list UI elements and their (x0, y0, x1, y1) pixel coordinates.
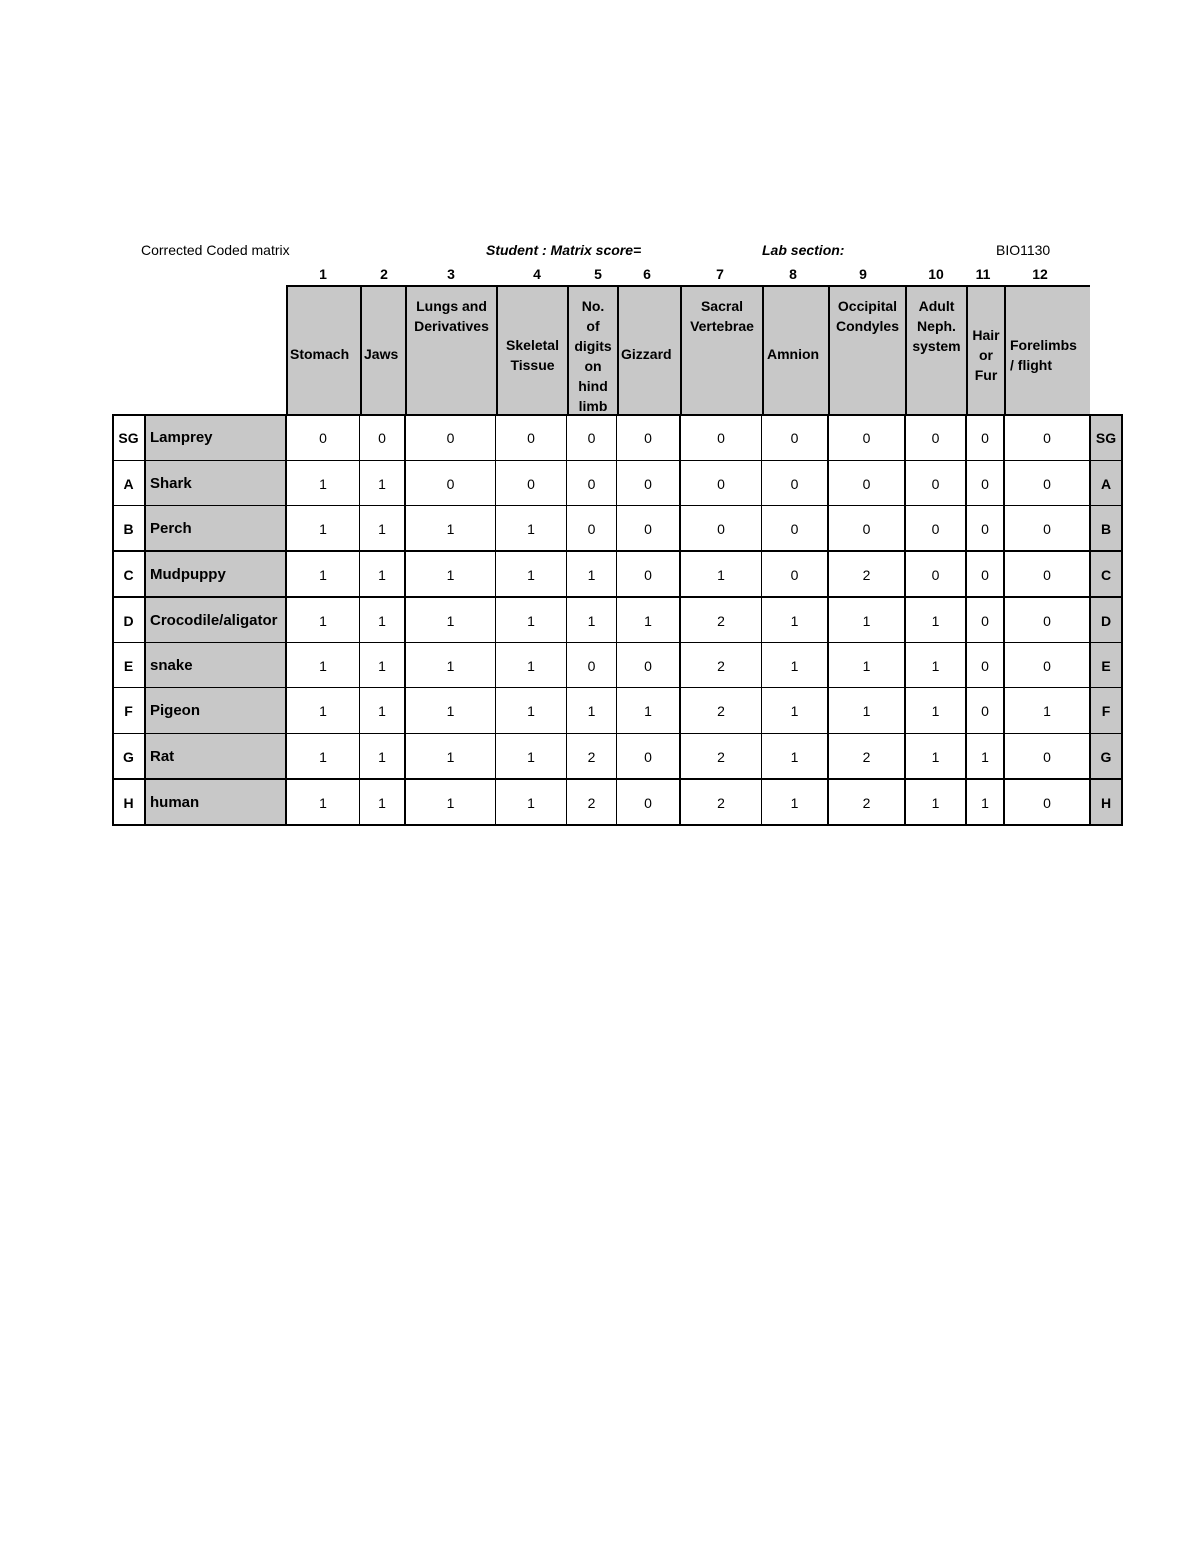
character-state-cell: 0 (790, 566, 799, 583)
character-number: 10 (928, 266, 944, 282)
character-state-cell: 1 (790, 612, 799, 629)
student-score-label: Student : Matrix score= (486, 242, 642, 258)
character-state-cell: 0 (981, 657, 989, 674)
character-state-cell: 1 (319, 748, 327, 765)
character-number: 12 (1032, 266, 1048, 282)
character-state-cell: 1 (378, 520, 386, 537)
character-state-cell: 0 (1043, 657, 1051, 674)
character-state-cell: 0 (644, 566, 652, 583)
character-number: 7 (716, 266, 724, 282)
character-state-cell: 0 (587, 657, 596, 674)
row-code-right: F (1101, 702, 1111, 719)
character-header-2: Jaws (360, 287, 405, 415)
character-state-cell: 1 (446, 520, 455, 537)
character-state-cell: 1 (446, 657, 455, 674)
character-state-cell: 1 (527, 520, 535, 537)
character-state-cell: 1 (319, 612, 327, 629)
taxon-name: Perch (150, 520, 192, 537)
character-state-cell: 0 (644, 657, 652, 674)
character-state-cell: 1 (862, 612, 871, 629)
character-state-cell: 0 (527, 429, 535, 446)
character-state-cell: 1 (446, 748, 455, 765)
character-state-cell: 1 (717, 566, 725, 583)
character-state-cell: 0 (644, 748, 652, 765)
character-state-cell: 0 (931, 475, 940, 492)
character-state-cell: 0 (446, 429, 455, 446)
course-code: BIO1130 (996, 242, 1051, 258)
character-number: 3 (447, 266, 455, 282)
row-code: E (123, 657, 134, 674)
character-state-cell: 1 (981, 794, 989, 811)
character-state-cell: 2 (587, 748, 596, 765)
character-state-cell: 2 (862, 748, 871, 765)
character-state-cell: 0 (1043, 475, 1051, 492)
character-number: 9 (859, 266, 867, 282)
character-state-cell: 1 (319, 475, 327, 492)
character-header-10: Adult Neph. system (905, 287, 966, 415)
character-state-cell: 0 (587, 520, 596, 537)
character-state-cell: 1 (790, 794, 799, 811)
row-code-right: B (1100, 520, 1112, 537)
character-number: 1 (319, 266, 327, 282)
row-code: B (123, 520, 134, 537)
character-state-cell: 1 (587, 702, 596, 719)
row-code: SG (118, 429, 139, 446)
character-number: 11 (975, 266, 991, 282)
character-number: 6 (643, 266, 651, 282)
character-state-cell: 1 (378, 748, 386, 765)
character-state-cell: 1 (378, 702, 386, 719)
character-state-cell: 1 (790, 748, 799, 765)
character-state-cell: 0 (1043, 748, 1051, 765)
character-state-cell: 0 (931, 520, 940, 537)
character-state-cell: 1 (981, 748, 989, 765)
row-code-right: G (1100, 748, 1112, 765)
character-state-cell: 0 (717, 475, 725, 492)
character-header-7: Sacral Vertebrae (680, 287, 762, 415)
character-state-cell: 1 (319, 566, 327, 583)
character-state-cell: 2 (717, 702, 725, 719)
character-state-cell: 0 (981, 429, 989, 446)
character-state-cell: 0 (981, 612, 989, 629)
character-state-cell: 0 (981, 702, 989, 719)
character-state-cell: 0 (862, 429, 871, 446)
row-code: A (123, 475, 134, 492)
character-state-cell: 1 (527, 657, 535, 674)
character-state-cell: 1 (862, 702, 871, 719)
character-state-cell: 0 (644, 520, 652, 537)
character-state-cell: 1 (446, 702, 455, 719)
character-state-cell: 1 (587, 566, 596, 583)
taxon-name: Shark (150, 475, 192, 492)
character-state-cell: 1 (644, 612, 652, 629)
character-state-cell: 1 (319, 702, 327, 719)
character-header-8: Amnion (762, 287, 828, 415)
character-state-cell: 0 (931, 566, 940, 583)
character-state-cell: 2 (717, 794, 725, 811)
character-state-cell: 1 (527, 748, 535, 765)
character-state-cell: 2 (862, 566, 871, 583)
character-state-cell: 1 (446, 794, 455, 811)
row-code-right: E (1101, 657, 1111, 674)
character-state-cell: 0 (981, 520, 989, 537)
character-state-cell: 0 (587, 429, 596, 446)
character-state-cell: 1 (319, 657, 327, 674)
character-state-cell: 0 (319, 429, 327, 446)
character-state-cell: 0 (981, 566, 989, 583)
character-state-cell: 0 (790, 520, 799, 537)
taxon-name: Mudpuppy (150, 566, 226, 583)
character-header-9: Occipital Condyles (828, 287, 905, 415)
character-state-cell: 0 (644, 429, 652, 446)
character-state-cell: 1 (378, 657, 386, 674)
row-code: D (123, 612, 134, 629)
character-state-cell: 1 (931, 748, 940, 765)
character-state-cell: 1 (378, 475, 386, 492)
character-state-cell: 0 (1043, 566, 1051, 583)
character-state-cell: 1 (319, 520, 327, 537)
character-header-6: Gizzard (617, 287, 680, 415)
character-state-cell: 1 (446, 566, 455, 583)
character-state-cell: 0 (1043, 429, 1051, 446)
character-header-11: Hair or Fur (966, 287, 1004, 415)
row-code-right: D (1100, 612, 1112, 629)
character-state-cell: 0 (981, 475, 989, 492)
taxon-name: Pigeon (150, 702, 201, 719)
row-code-right: SG (1095, 429, 1117, 446)
character-state-cell: 0 (931, 429, 940, 446)
row-code-right: A (1100, 475, 1112, 492)
character-state-cell: 0 (862, 475, 871, 492)
taxon-name: human (150, 794, 200, 811)
character-header-12: Forelimbs / flight (1004, 287, 1090, 415)
character-header-4: Skeletal Tissue (496, 287, 567, 415)
character-state-cell: 2 (717, 748, 725, 765)
character-state-cell: 0 (1043, 612, 1051, 629)
character-state-cell: 1 (862, 657, 871, 674)
character-state-cell: 0 (862, 520, 871, 537)
character-state-cell: 2 (717, 657, 725, 674)
character-state-cell: 0 (790, 475, 799, 492)
character-state-cell: 1 (378, 794, 386, 811)
character-state-cell: 1 (527, 702, 535, 719)
character-header-5: No. of digits on hind limb (567, 287, 617, 415)
character-state-cell: 1 (931, 657, 940, 674)
row-code: H (123, 794, 134, 811)
character-header-3: Lungs and Derivatives (405, 287, 496, 415)
character-number: 2 (380, 266, 388, 282)
character-state-cell: 0 (378, 429, 386, 446)
character-state-cell: 0 (644, 475, 652, 492)
character-state-cell: 0 (717, 429, 725, 446)
character-state-cell: 0 (1043, 794, 1051, 811)
character-number: 4 (533, 266, 541, 282)
character-state-cell: 0 (527, 475, 535, 492)
character-header-1: Stomach (286, 287, 360, 415)
character-state-cell: 1 (527, 566, 535, 583)
character-state-cell: 1 (587, 612, 596, 629)
character-state-cell: 1 (790, 702, 799, 719)
character-state-cell: 1 (319, 794, 327, 811)
character-state-cell: 1 (378, 612, 386, 629)
character-state-cell: 0 (1043, 520, 1051, 537)
row-code-right: C (1100, 566, 1112, 583)
character-state-cell: 1 (931, 702, 940, 719)
character-state-cell: 1 (1043, 702, 1051, 719)
character-number: 8 (789, 266, 797, 282)
row-code-right: H (1100, 794, 1112, 811)
taxon-name: Rat (150, 748, 175, 765)
character-state-cell: 1 (644, 702, 652, 719)
matrix-table (112, 414, 1123, 826)
character-number: 5 (594, 266, 602, 282)
row-code: F (124, 702, 133, 719)
character-state-cell: 1 (527, 612, 535, 629)
character-state-cell: 1 (790, 657, 799, 674)
character-state-cell: 1 (446, 612, 455, 629)
character-state-cell: 2 (587, 794, 596, 811)
lab-section-label: Lab section: (762, 242, 845, 258)
taxon-name: Crocodile/aligator (150, 612, 278, 629)
character-state-cell: 0 (644, 794, 652, 811)
taxon-name: Lamprey (150, 429, 213, 446)
matrix-title: Corrected Coded matrix (141, 242, 290, 258)
character-state-cell: 0 (790, 429, 799, 446)
row-code: G (123, 748, 134, 765)
character-state-cell: 1 (378, 566, 386, 583)
taxon-name: snake (150, 657, 193, 674)
character-state-cell: 1 (931, 794, 940, 811)
character-state-cell: 2 (717, 612, 725, 629)
character-state-cell: 2 (862, 794, 871, 811)
character-state-cell: 0 (717, 520, 725, 537)
character-state-cell: 0 (587, 475, 596, 492)
row-code: C (123, 566, 134, 583)
character-state-cell: 1 (527, 794, 535, 811)
character-state-cell: 1 (931, 612, 940, 629)
character-state-cell: 0 (446, 475, 455, 492)
